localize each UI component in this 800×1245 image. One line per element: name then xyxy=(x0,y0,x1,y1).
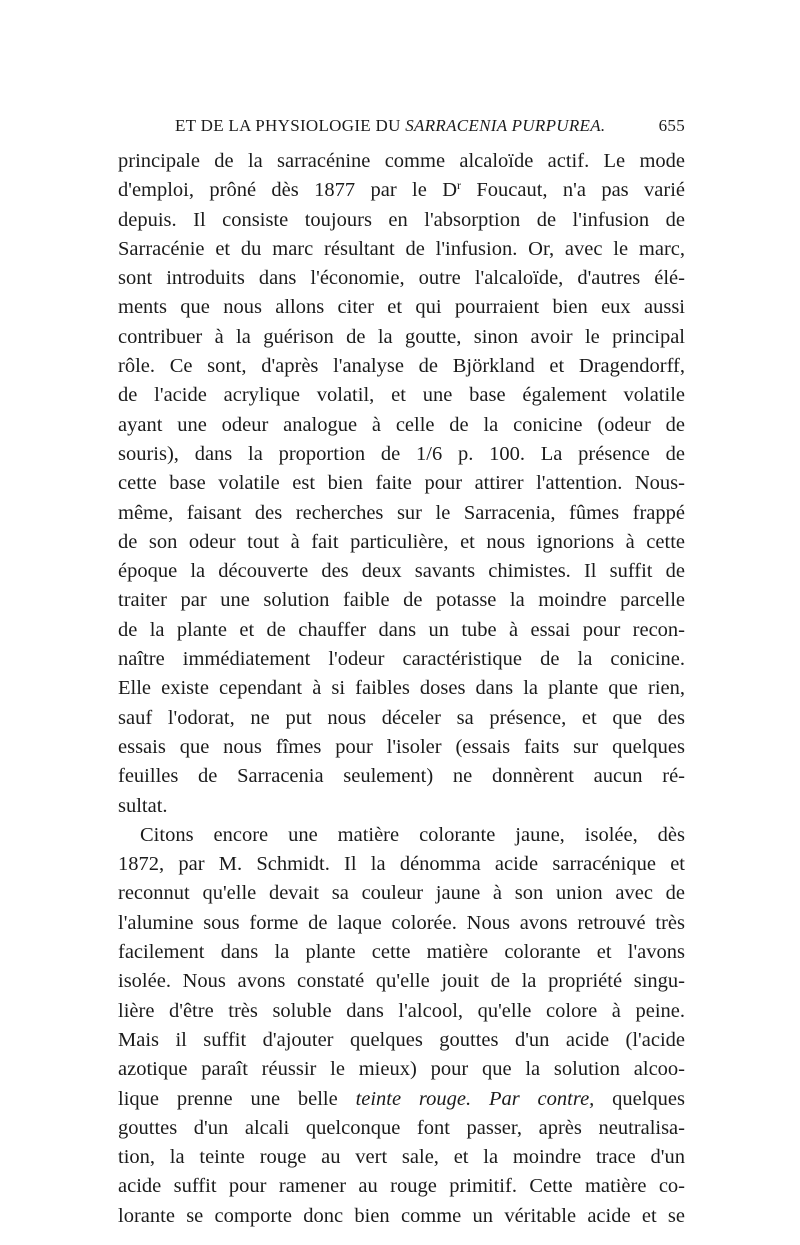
text-line: l'alumine sous forme de laque colorée. Nous avons retrouvé très xyxy=(118,911,685,934)
paragraph-2 xyxy=(118,821,685,1231)
text-line: même, faisant des recherches sur le Sarracenia, fûmes frappé xyxy=(118,501,685,524)
text-line-part: quelques xyxy=(594,1087,686,1110)
text-line: sont introduits dans l'économie, outre l'alcaloïde, d'autres élé- xyxy=(118,267,685,290)
text-line: de l'acide acrylique volatil, et une base également volatile xyxy=(118,384,685,407)
text-line: ayant une odeur analogue à celle de la conicine (odeur de xyxy=(118,413,685,436)
text-line: sultat. xyxy=(118,794,168,817)
text-line: Citons encore une matière colorante jaune, isolée, dès xyxy=(140,823,685,846)
text-line: gouttes d'un alcali quelconque font passer, après neutralisa- xyxy=(118,1116,685,1139)
body-text xyxy=(118,147,685,1231)
text-line: principale de la sarracénine comme alcaloïde actif. Le mode xyxy=(118,150,685,172)
text-line: de son odeur tout à fait particulière, et nous ignorions à cette xyxy=(118,530,685,553)
text-line: de la plante et de chauffer dans un tube à essai pour recon- xyxy=(118,618,685,641)
italic-phrase: teinte rouge. Par contre, xyxy=(355,1087,595,1110)
text-line: naître immédiatement l'odeur caractéristique de la conicine. xyxy=(118,648,685,671)
text-line: acide suffit pour ramener au rouge primitif. Cette matière co- xyxy=(118,1175,685,1198)
running-head xyxy=(175,116,685,136)
text-line: 1872, par M. Schmidt. Il la dénomma acide sarracénique et xyxy=(118,853,685,876)
text-line: Mais il suffit d'ajouter quelques gouttes d'un acide (l'acide xyxy=(118,1028,685,1051)
superscript: r xyxy=(457,178,462,193)
text-line: contribuer à la guérison de la goutte, sinon avoir le principal xyxy=(118,325,685,348)
text-line: souris), dans la proportion de 1/6 p. 100. La présence de xyxy=(118,442,685,465)
text-line: feuilles de Sarracenia seulement) ne donnèrent aucun ré- xyxy=(118,765,685,788)
running-head-title: SARRACENIA PURPUREA. xyxy=(405,116,606,135)
text-line: isolée. Nous avons constaté qu'elle jouit de la propriété singu- xyxy=(118,970,685,993)
text-line: facilement dans la plante cette matière colorante et l'avons xyxy=(118,941,685,964)
text-line: cette base volatile est bien faite pour attirer l'attention. Nous- xyxy=(118,472,685,495)
text-line: traiter par une solution faible de potasse la moindre parcelle xyxy=(118,589,685,612)
text-line: azotique paraît réussir le mieux) pour que la solution alcoo- xyxy=(118,1058,685,1081)
text-line xyxy=(118,1085,685,1114)
text-line: rôle. Ce sont, d'après l'analyse de Björkland et Dragendorff, xyxy=(118,355,685,378)
text-line-part: lique prenne une belle xyxy=(118,1087,356,1110)
text-line: ments que nous allons citer et qui pourraient bien eux aussi xyxy=(118,296,685,319)
text-line: époque la découverte des deux savants chimistes. Il suffit de xyxy=(118,560,685,583)
page-number: 655 xyxy=(658,116,685,135)
text-line: Sarracénie et du marc résultant de l'infusion. Or, avec le marc, xyxy=(118,237,685,260)
text-line xyxy=(118,176,685,205)
text-line-part: Foucaut, n'a pas varié xyxy=(461,179,686,202)
running-head-prefix: ET DE LA PHYSIOLOGIE DU xyxy=(175,116,406,135)
text-line: reconnut qu'elle devait sa couleur jaune à son union avec de xyxy=(118,882,685,905)
text-line: lière d'être très soluble dans l'alcool, qu'elle colore à peine. xyxy=(118,999,685,1022)
text-line: tion, la teinte rouge au vert sale, et la moindre trace d'un xyxy=(118,1146,685,1169)
text-line: sauf l'odorat, ne put nous déceler sa présence, et que des xyxy=(118,706,685,729)
text-line: depuis. Il consiste toujours en l'absorption de l'infusion de xyxy=(118,208,685,231)
paragraph-1 xyxy=(118,147,685,821)
text-line: Elle existe cependant à si faibles doses dans la plante que rien, xyxy=(118,677,685,700)
text-line-part: d'emploi, prôné dès 1877 par le D xyxy=(118,179,458,202)
text-line: lorante se comporte donc bien comme un véritable acide et se xyxy=(118,1204,685,1227)
text-line: essais que nous fîmes pour l'isoler (essais faits sur quelques xyxy=(118,735,685,758)
